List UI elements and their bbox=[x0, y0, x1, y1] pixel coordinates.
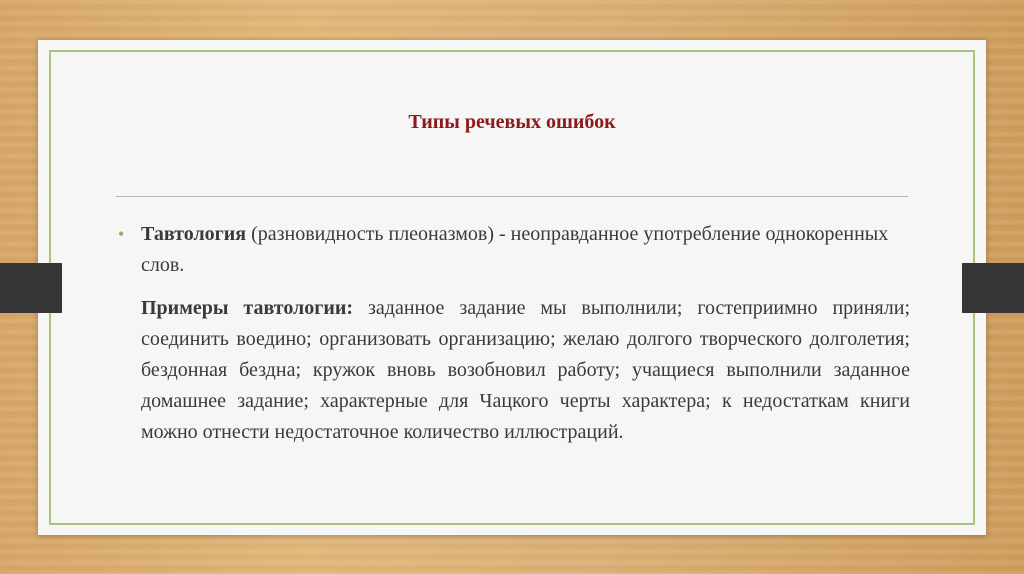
bullet-item bbox=[118, 219, 910, 281]
title-divider bbox=[116, 196, 908, 197]
slide-body bbox=[118, 219, 910, 448]
bullet-icon: • bbox=[118, 224, 125, 244]
term-definition: (разновидность плеоназмов) - неоправданное употребление однокоренных слов. bbox=[141, 223, 889, 276]
term-label: Тавтология bbox=[141, 223, 247, 245]
right-tab-decoration bbox=[962, 263, 1024, 313]
examples-paragraph bbox=[118, 293, 910, 448]
left-tab-decoration bbox=[0, 263, 62, 313]
slide-title: Типы речевых ошибок bbox=[408, 111, 616, 133]
examples-text: заданное задание мы выполнили; гостеприимно приняли; соединить воедино; организовать организацию; желаю долгого творческого долголетия; бездонная бездна; кружок вновь возобновил работу; учащиеся выполнили заданное домашнее задание; характерные для Чацкого черты характера; к недостаткам книги можно отнести недостаточное количество иллюстраций. bbox=[141, 297, 910, 443]
examples-label: Примеры тавтологии: bbox=[141, 297, 354, 319]
